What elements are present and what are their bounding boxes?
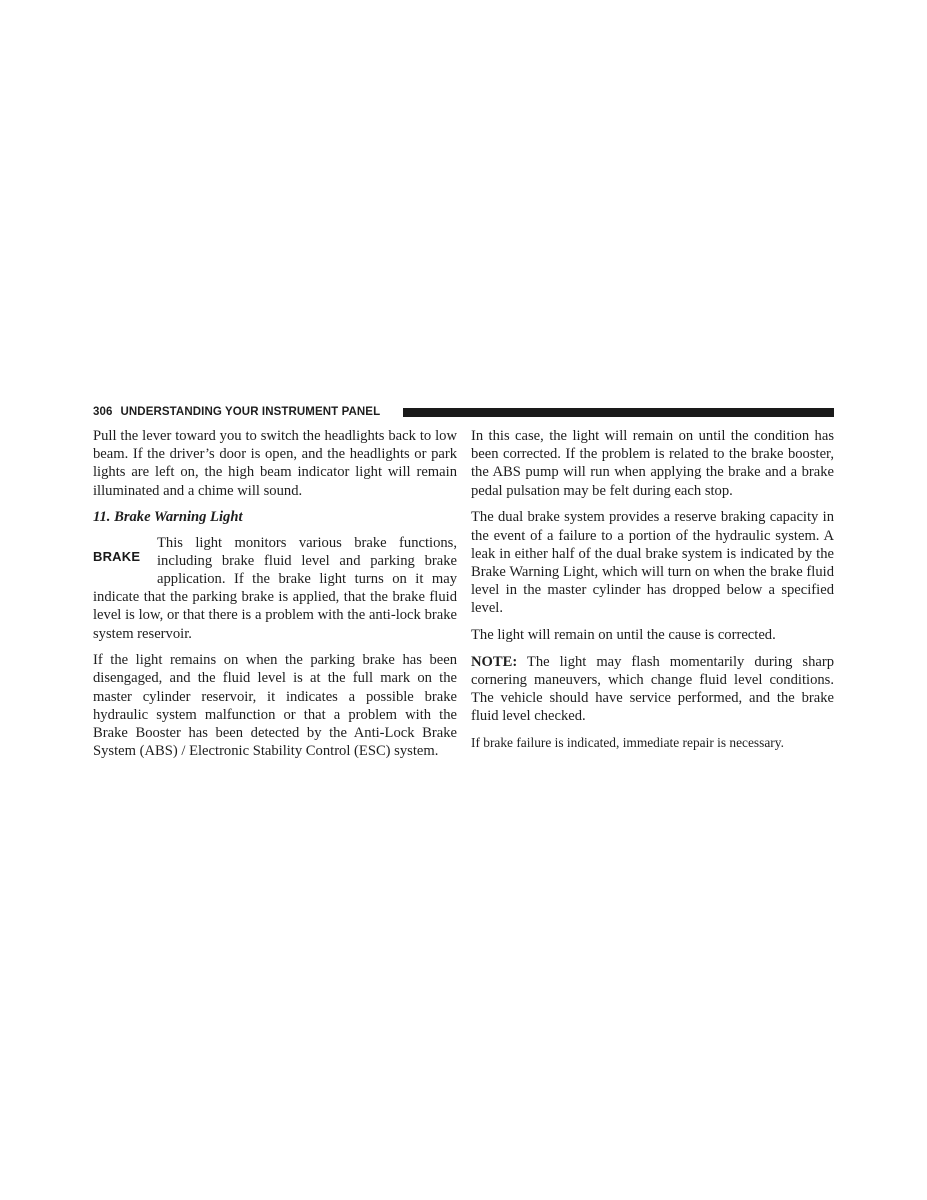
note-label: NOTE:: [471, 653, 518, 670]
left-column: [93, 427, 457, 769]
page-number: 306: [93, 406, 113, 418]
dual-brake-paragraph: The dual brake system provides a reserve braking capacity in the event of a failure to a portion of the hydraulic system. A leak in either half of the dual brake system is indicated by the Brake Warning Light, which will turn on when the brake fluid level in the master cylinder has dropped below a specified level.: [471, 509, 834, 617]
header-rule: [403, 408, 834, 417]
brake-warning-heading: 11. Brake Warning Light: [93, 509, 243, 526]
header-text: [93, 404, 380, 420]
light-remain-paragraph: The light will remain on until the cause is corrected.: [471, 627, 776, 644]
condition-paragraph: In this case, the light will remain on until the condition has been corrected. If the problem is related to the brake booster, the ABS pump will run when applying the brake and a brake pedal pulsation may be felt during each stop.: [471, 428, 834, 499]
brake-monitor-text: This light monitors various brake functions, including brake fluid level and parking brake application. If the brake light turns on it may indicate that the parking brake is applied, that the brake fluid level is low, or that there is a problem with the anti-lock brake system reservoir.: [93, 534, 457, 642]
brake-failure-paragraph: If brake failure is indicated, immediate repair is necessary.: [471, 735, 784, 751]
section-title: UNDERSTANDING YOUR INSTRUMENT PANEL: [120, 406, 381, 418]
right-column: [471, 427, 834, 761]
note-paragraph: [471, 653, 834, 726]
light-remains-paragraph: If the light remains on when the parking brake has been disengaged, and the fluid level is at the full mark on the master cylinder reservoir, it indicates a possible brake hydraulic system malfunction or that a problem with the Brake Booster has been detected by the Anti-Lock Brake System (ABS) / Electronic Stability Control (ESC) system.: [93, 652, 457, 760]
brake-warning-icon: BRAKE: [93, 549, 141, 565]
brake-monitor-paragraph: [93, 534, 457, 643]
headlight-paragraph: Pull the lever toward you to switch the headlights back to low beam. If the driver’s door is open, and the headlights or park lights are left on, the high beam indicator light will remain illuminated and a chime will sound.: [93, 428, 457, 499]
note-text: The light may flash momentarily during sharp cornering maneuvers, which change fluid level conditions. The vehicle should have service performed, and the brake fluid level checked.: [471, 653, 834, 725]
page-header: [93, 404, 834, 420]
